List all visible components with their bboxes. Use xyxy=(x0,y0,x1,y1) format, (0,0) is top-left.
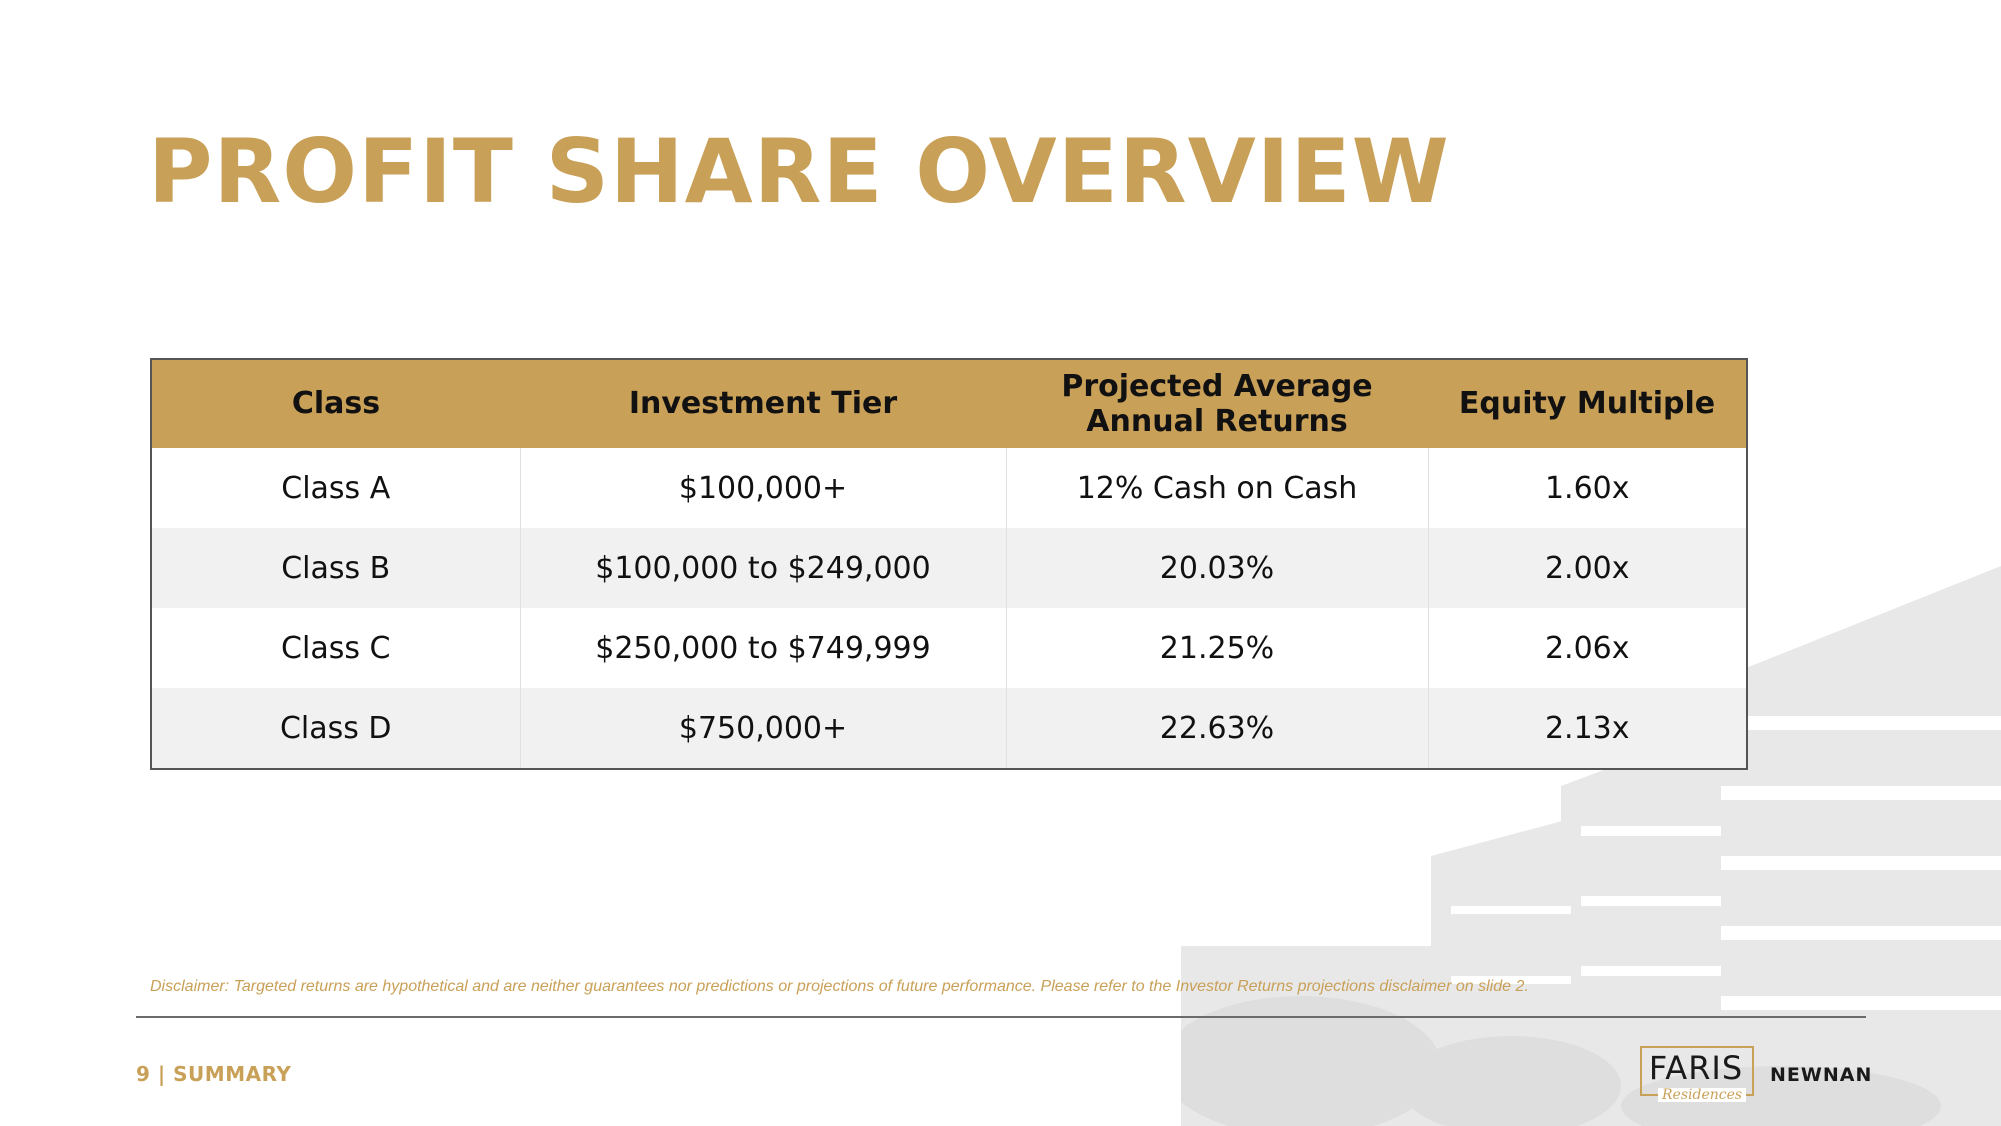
table-row xyxy=(151,528,1747,608)
slide-title: PROFIT SHARE OVERVIEW xyxy=(148,120,1450,223)
header-projected-returns-line2: Annual Returns xyxy=(1086,404,1348,439)
cell-class: Class C xyxy=(281,630,391,666)
header-class: Class xyxy=(151,359,520,448)
logo-city: NEWNAN xyxy=(1770,1064,1873,1086)
cell-class: Class D xyxy=(151,688,520,769)
cell-investment-tier: $100,000+ xyxy=(520,448,1006,528)
cell-projected-returns: 20.03% xyxy=(1006,528,1428,608)
cell-investment-tier: $250,000 to $749,999 xyxy=(520,608,1006,688)
cell-projected-returns: 22.63% xyxy=(1006,688,1428,769)
logo-script: Residences xyxy=(1658,1088,1746,1102)
table-row xyxy=(151,688,1747,769)
footer-divider xyxy=(136,1016,1866,1018)
cell-investment-tier: $100,000 to $249,000 xyxy=(520,528,1006,608)
table-header-row xyxy=(151,359,1747,448)
cell-projected-returns: 12% Cash on Cash xyxy=(1006,448,1428,528)
disclaimer-text: Disclaimer: Targeted returns are hypothetical and are neither guarantees nor predictions or projections of future performance. Please refer to the Investor Returns projections disclaimer on slide 2. xyxy=(150,978,1529,995)
cell-investment-tier: $750,000+ xyxy=(520,688,1006,769)
faris-newnan-logo xyxy=(1640,1046,1873,1112)
header-projected-returns xyxy=(1006,359,1428,448)
header-investment-tier: Investment Tier xyxy=(520,359,1006,448)
table-row xyxy=(151,448,1747,528)
cell-equity-multiple: 2.06x xyxy=(1428,608,1747,688)
cell-equity-multiple: 1.60x xyxy=(1428,448,1747,528)
header-equity-multiple: Equity Multiple xyxy=(1428,359,1747,448)
cell-projected-returns: 21.25% xyxy=(1006,608,1428,688)
cell-equity-multiple: 2.13x xyxy=(1428,688,1747,769)
footer-page-label: 9 | SUMMARY xyxy=(136,1062,292,1086)
cell-class: Class B xyxy=(151,528,520,608)
profit-share-table xyxy=(150,358,1748,770)
header-projected-returns-line1: Projected Average xyxy=(1061,368,1373,404)
cell-class: Class A xyxy=(281,470,391,506)
cell-equity-multiple: 2.00x xyxy=(1428,528,1747,608)
logo-brand: FARIS xyxy=(1648,1049,1744,1087)
table-row xyxy=(151,608,1747,688)
